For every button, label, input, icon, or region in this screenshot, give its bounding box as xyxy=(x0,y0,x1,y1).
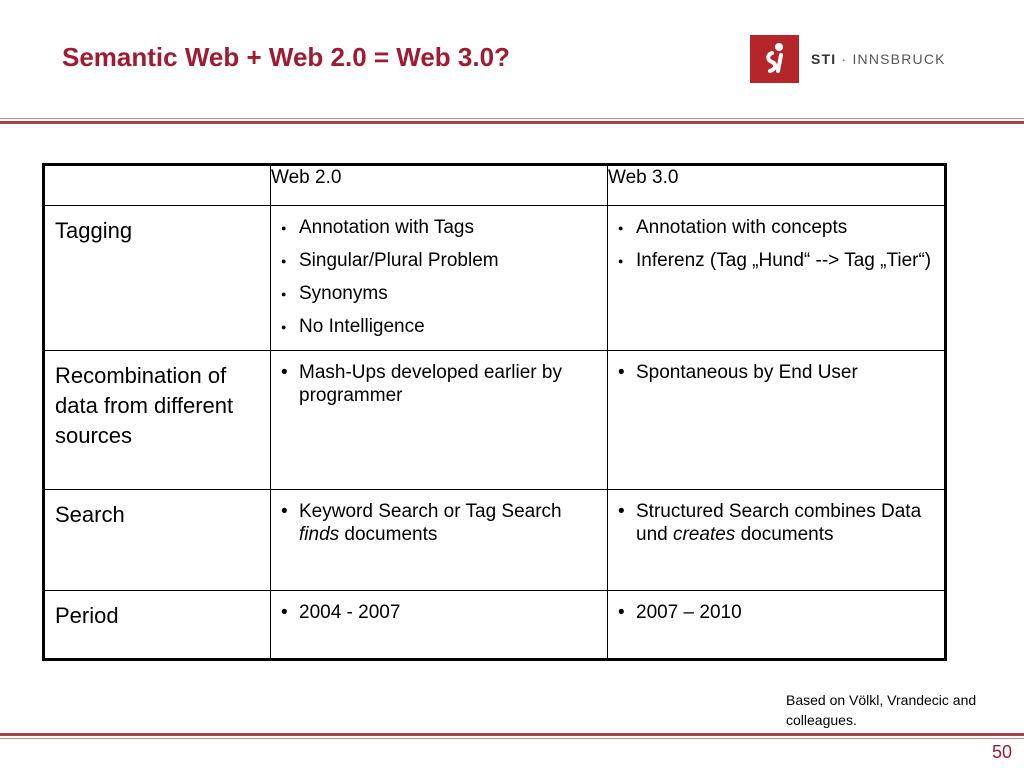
row-label-search: Search xyxy=(44,490,271,591)
list-item: ● Synonyms xyxy=(281,282,599,305)
table-row xyxy=(44,206,946,351)
top-divider-thin xyxy=(0,118,1024,119)
slide-title: Semantic Web + Web 2.0 = Web 3.0? xyxy=(62,42,510,72)
list-item: • 2004 - 2007 xyxy=(281,601,599,624)
list-item: ● No Intelligence xyxy=(281,315,599,338)
row-label-tagging: Tagging xyxy=(44,206,271,351)
comparison-table xyxy=(42,163,947,661)
list-item: • Mash-Ups developed earlier by programmer xyxy=(281,361,599,407)
page-number: 50 xyxy=(991,742,1012,762)
list-item: • Spontaneous by End User xyxy=(618,361,936,384)
cell-period-web20 xyxy=(271,591,608,660)
sti-logo xyxy=(750,35,946,83)
list-item: ● Annotation with concepts xyxy=(618,216,936,239)
cell-search-web30 xyxy=(608,490,946,591)
top-divider xyxy=(0,121,1024,124)
table-row xyxy=(44,591,946,660)
row-label-recombination: Recombination of data from different sources xyxy=(44,351,271,490)
table-header-row xyxy=(44,165,946,206)
cell-tagging-web30 xyxy=(608,206,946,351)
cell-search-web20 xyxy=(271,490,608,591)
bottom-divider xyxy=(0,733,1024,736)
table-corner-cell xyxy=(44,165,271,206)
list-item: • 2007 – 2010 xyxy=(618,601,936,624)
table-row xyxy=(44,351,946,490)
list-item: • Structured Search combines Data und creates documents xyxy=(618,500,936,546)
cell-recombination-web30 xyxy=(608,351,946,490)
list-item: • Keyword Search or Tag Search finds documents xyxy=(281,500,599,546)
cell-recombination-web20 xyxy=(271,351,608,490)
cell-tagging-web20 xyxy=(271,206,608,351)
column-header-web20: Web 2.0 xyxy=(271,165,608,206)
logo-wordmark: STI · INNSBRUCK xyxy=(811,51,946,67)
list-item: ● Singular/Plural Problem xyxy=(281,249,599,272)
column-header-web30: Web 3.0 xyxy=(608,165,946,206)
list-item: ● Inferenz (Tag „Hund“ --> Tag „Tier“) xyxy=(618,249,936,272)
table-row xyxy=(44,490,946,591)
bottom-divider-thin xyxy=(0,738,1024,739)
cell-period-web30 xyxy=(608,591,946,660)
source-footnote: Based on Völkl, Vrandecic and colleagues. xyxy=(786,692,977,728)
list-item: ● Annotation with Tags xyxy=(281,216,599,239)
row-label-period: Period xyxy=(44,591,271,660)
sti-logo-icon xyxy=(750,35,799,83)
